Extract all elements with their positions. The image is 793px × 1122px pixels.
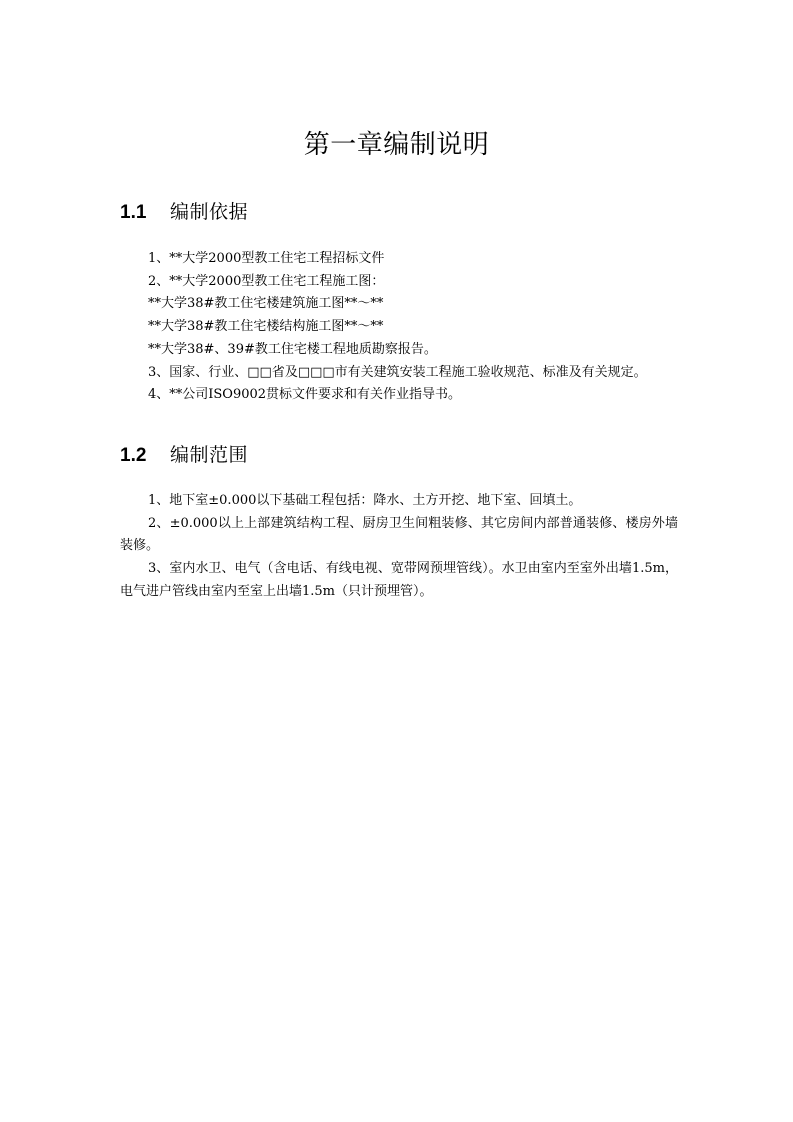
chapter-title: 第一章编制说明	[303, 130, 490, 160]
section-heading-1-1	[120, 198, 248, 227]
list-item: **大学38#教工住宅楼结构施工图**～**	[148, 319, 384, 335]
section-title: 编制依据	[170, 201, 249, 223]
section-1-1-body	[120, 248, 680, 407]
list-item: 2、**大学2000型教工住宅工程施工图：	[148, 273, 385, 289]
paragraph: 1、地下室±0.000以下基础工程包括：降水、土方开挖、地下室、回填土。	[148, 493, 582, 508]
section-title: 编制范围	[170, 444, 249, 466]
list-item: 4、**公司ISO9002贯标文件要求和有关作业指导书。	[148, 387, 462, 403]
paragraph: 2、±0.000以上上部建筑结构工程、厨房卫生间粗装修、其它房间内部普通装修、楼房外墙装修。	[120, 515, 678, 554]
list-item: 3、国家、行业、□□省及□□□市有关建筑安装工程施工验收规范、标准及有关规定。	[148, 364, 647, 380]
section-heading-1-2	[120, 441, 248, 470]
list-item: **大学38#教工住宅楼建筑施工图**～**	[148, 296, 384, 312]
section-1-2-body	[120, 490, 678, 604]
list-item: **大学38#、39#教工住宅楼工程地质勘察报告。	[148, 341, 437, 357]
section-number: 1.2	[120, 445, 147, 466]
paragraph: 3、室内水卫、电气（含电话、有线电视、宽带网预埋管线）。水卫由室内至室外出墙1.5m，电气进户管线由室内至室上出墙1.5m（只计预埋管）。	[120, 561, 678, 599]
section-number: 1.1	[120, 202, 147, 223]
list-item: 1、**大学2000型教工住宅工程招标文件	[148, 251, 385, 266]
